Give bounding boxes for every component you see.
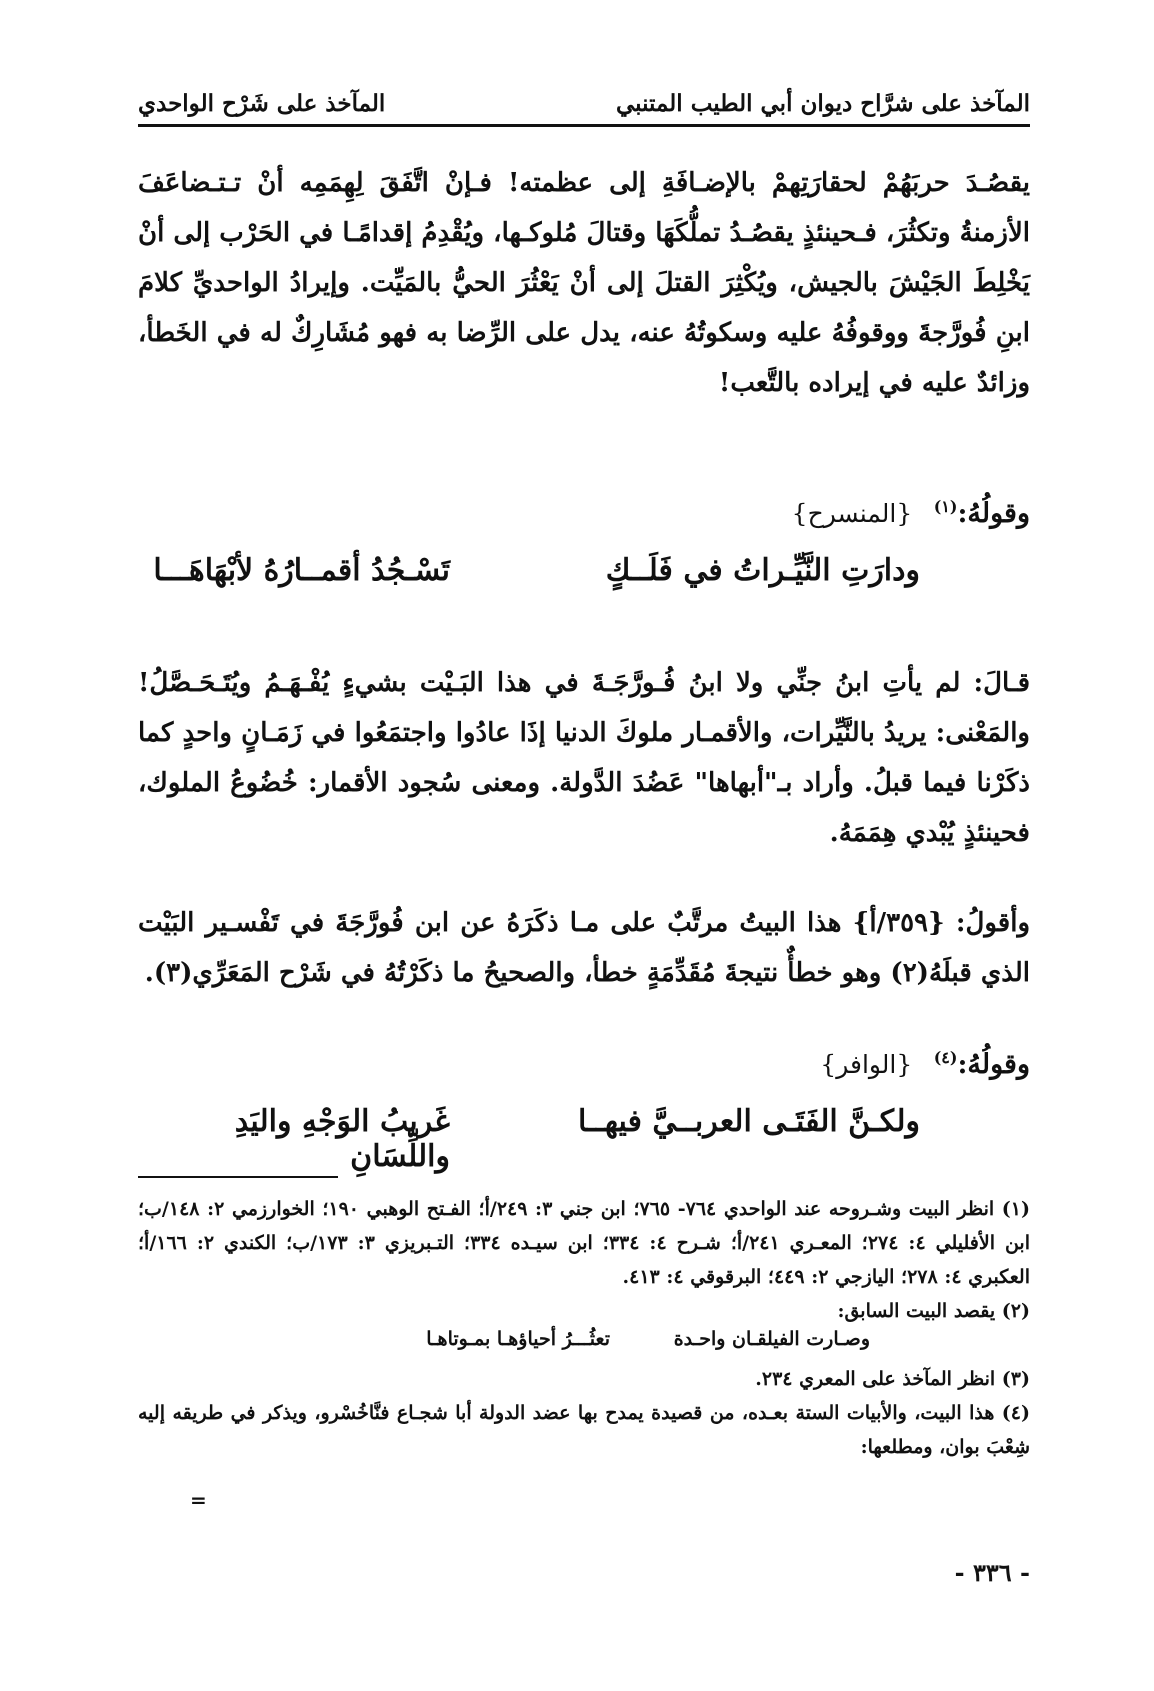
- footnote-1: (١) انظر البيت وشـروحه عند الواحدي ٧٦٤- ٧٦٥؛ ابن جني ٣: ٢٤٩/أ؛ الفـتح الوهبي ١٩٠؛ الخوارزمي ٢: ١٤٨/ب؛ ابن الأفليلي ٤: ٢٧٤؛ المعـري ٢٤١/أ؛ شـرح ٤: ٣٣٤؛ ابن سيـده ٣٣٤؛ التـبريزي ٣: ١٧٣/ب؛ الكندي ٢: ١٦٦/أ؛ العكبري ٤: ٢٧٨؛ اليازجي ٢: ٤٤٩؛ البرقوقي ٤: ٤١٣.: [138, 1198, 1030, 1288]
- paragraph-1: [138, 158, 1030, 408]
- saying-label: وقولُهُ:: [957, 1049, 1030, 1080]
- footnote-ref-1: (١): [933, 497, 958, 516]
- paragraph-1-text: يقصُـدَ حربَهُمْ لحقارَتِهمْ بالإضـافَةِ إلى عظمته! فـإنْ اتَّفَقَ لِهِمَمِه أنْ تـتـضاعَفَ الأزمنةُ وتكثُرَ، فـحينئذٍ يقصُـدُ تملُّكَهَا وقتالَ مُلوكـها، ويُقْدِمُ إقدامًـا في الحَرْب إلى أنْ يَخْلِطَ الجَيْشَ بالجيش، ويُكْثِرَ القتلَ إلى أنْ يَعْثُرَ الحيُّ بالمَيِّت. وإيرادُ الواحديِّ كلامَ ابنِ فُورَّجةَ ووقوفُهُ عليه وسكوتُهُ عنه، يدل على الرِّضا به فهو مُشَارِكٌ له في الخَطأ، وزائدٌ عليه في إيراده بالتَّعب!: [138, 168, 1030, 398]
- paragraph-qal: [138, 658, 1030, 858]
- footnote-2: (٢) يقصد البيت السابق:: [837, 1300, 1030, 1322]
- paragraph-aqul: [138, 898, 1030, 998]
- footnote-4: (٤) هذا البيت، والأبيات الستة بعـده، من قصيدة يمدح بها عضد الدولة أبا شجـاع فنَّاخُسْرو، ويذكر في طريقه إليه شِعْبَ بوان، ومطلعها:: [138, 1402, 1030, 1458]
- section-2-heading: [820, 1048, 1030, 1080]
- meter-label: {المنسرح}: [791, 499, 913, 528]
- verse-2-hemistich-1: ولكـنَّ الفَتَـى العربــيَّ فيهــا: [577, 1104, 920, 1139]
- paragraph-aqul-text: وأقولُ: {٣٥٩/أ} هذا البيتُ مرتَّبٌ على مـا ذكَرَهُ عن ابن فُورَّجَةَ في تَفْسـير البَيْت الذي قبلَهُ(٢) وهو خطأٌ نتيجةَ مُقَدِّمَةٍ خطأ، والصحيحُ ما ذكَرْتُهُ في شَرْح المَعَرِّي(٣).: [138, 908, 1031, 988]
- running-title-book: المآخذ على شرَّاح ديوان أبي الطيب المتنبي: [616, 90, 1030, 117]
- footnote-3: (٣) انظر المآخذ على المعري ٢٣٤.: [755, 1368, 1030, 1390]
- verse-2: [138, 1104, 1030, 1174]
- page-header: [138, 82, 1030, 128]
- page-number: - ٣٣٦ -: [954, 1558, 1030, 1587]
- verse-1-hemistich-1: ودارَتِ النَّيِّـراتُ في فَلَــكٍ: [605, 553, 920, 588]
- running-title-section: المآخذ على شَرْح الواحدي: [138, 90, 386, 117]
- header-rule: [138, 124, 1030, 127]
- footnote-2-hemistich-2: تعثُـــرُ أحياؤهـا بمـوتاهـا: [426, 1328, 610, 1350]
- section-1-heading: [792, 497, 1030, 529]
- paragraph-qal-text: قـالَ: لم يأتِ ابنُ جنِّي ولا ابنُ فُـورَّجَـةَ في هذا البَـيْت بشيءٍ يُفْـهَـمُ ويُتَـحَـصَّلُ! والمَعْنى: يريدُ بالنَّيِّرات، والأقمـار ملوكَ الدنيا إذَا عادُوا واجتمَعُوا في زَمَـانٍ واحدٍ كما ذكَرْنا فيما قبلُ. وأراد بـ"أبهاها" عَضُدَ الدَّولة. ومعنى سُجود الأقمار: خُضُوعُ الملوك، فحينئذٍ يُبْدي هِمَمَهُ.: [138, 668, 1030, 848]
- footnote-2-verse: [138, 1328, 1030, 1362]
- footnotes: [138, 1192, 1030, 1464]
- verse-1-hemistich-2: تَسْـجُدُ أقمــارُهُ لأبْهَاهَـــا: [153, 553, 450, 588]
- verse-1: [138, 553, 1030, 597]
- continuation-mark: =: [190, 1488, 207, 1512]
- meter-label: {الوافر}: [820, 1050, 913, 1079]
- footnote-ref-4: (٤): [933, 1048, 958, 1067]
- footnote-rule: [138, 1176, 338, 1178]
- saying-label: وقولُهُ:: [957, 498, 1030, 529]
- verse-2-hemistich-2: غَريبُ الوَجْهِ واليَدِ واللِّسَانِ: [234, 1104, 450, 1174]
- footnote-2-hemistich-1: وصـارت الفيلقـان واحـدة: [673, 1328, 870, 1350]
